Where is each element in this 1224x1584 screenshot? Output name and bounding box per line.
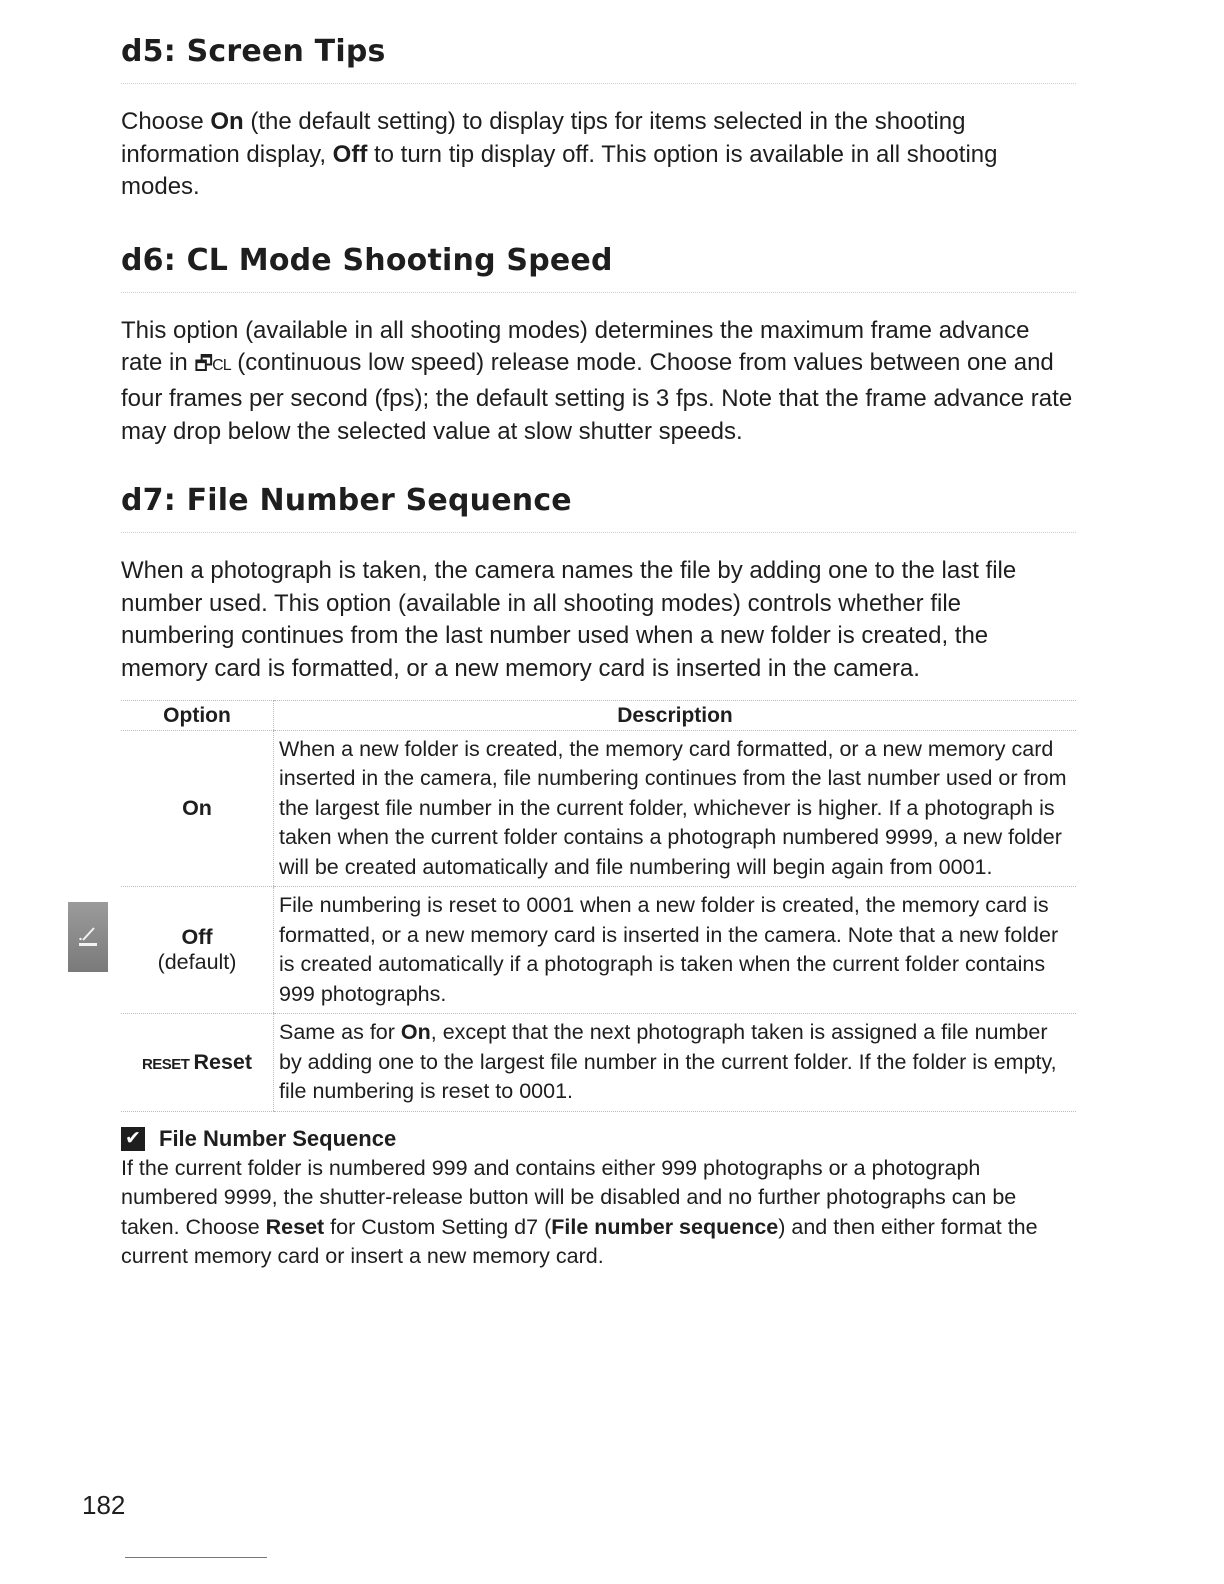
table-row-off — [121, 887, 1076, 1014]
bold-term: File number sequence — [551, 1214, 779, 1239]
bold-term: On — [400, 1020, 431, 1045]
description-column-header: Description — [274, 700, 1077, 730]
bold-term: Reset — [265, 1214, 325, 1239]
note-title-text: File Number Sequence — [159, 1125, 397, 1151]
table-row-reset — [121, 1014, 1076, 1112]
d7-heading-rule — [121, 532, 1076, 533]
text-run: ) and then either format the current memory card or insert a new memory card. — [121, 1214, 1038, 1269]
page-number: 182 — [82, 1490, 126, 1520]
option-cell-off — [121, 887, 274, 1014]
bold-term: On — [210, 108, 244, 135]
d7-body: When a photograph is taken, the camera names the file by adding one to the last file number used. This option (available in all shooting modes) controls whether file numbering continues from the last number used when a new folder is created, the memory card is formatted, or a new memory card is inserted in the camera. — [121, 557, 1017, 682]
text-run: , except that the next photograph taken is assigned a file number by adding one to the largest file number in the current folder. If the folder is empty, file numbering is reset to 0001. — [279, 1020, 1057, 1104]
text-run: Same as for — [279, 1020, 401, 1045]
option-on-label: On — [182, 795, 212, 820]
continuous-low-release-icon: 🗗CL — [194, 353, 231, 376]
caution-note — [121, 1126, 1076, 1272]
description-cell-reset — [274, 1014, 1077, 1112]
pencil-icon — [78, 924, 98, 948]
d5-heading-rule — [121, 83, 1076, 84]
table-header-row — [121, 700, 1076, 730]
continuous-low-label: CL — [212, 357, 231, 375]
caution-check-icon: ✔ — [121, 1127, 145, 1151]
text-run: Choose — [121, 108, 211, 135]
d6-body — [121, 315, 1076, 448]
description-cell-on: When a new folder is created, the memory card formatted, or a new memory card inserted in the camera, file numbering continues from the last number used or from the largest file number in the current folder, whichever is higher. If a photograph is taken when the current folder contains a photograph numbered 9999, a new folder will be created automatically and file numbering will begin again from 0001. — [274, 730, 1077, 887]
text-run: If the current folder is numbered 999 and contains either 999 photographs or a photograph numbered 9999, the shutter-release button will be disabled and no further photographs can be taken. Choose — [121, 1155, 1017, 1239]
footer-rule — [125, 1557, 267, 1558]
option-reset-label: Reset — [193, 1049, 253, 1074]
d5-heading: d5: Screen Tips — [121, 34, 386, 69]
page-content — [121, 34, 1076, 1272]
d7-heading: d7: File Number Sequence — [121, 483, 572, 519]
table-row-on — [121, 730, 1076, 887]
bold-term: Off — [332, 140, 368, 168]
option-off-default-label: (default) — [157, 950, 237, 975]
d6-text-after-icon: (continuous low speed) release mode. Choose from values between one and four frames per second (fps); the default setting is 3 fps. Note that the frame advance rate may drop below the selected value at slow shutter speeds. — [121, 349, 1073, 445]
note-body — [121, 1154, 1076, 1272]
d6-text-before-icon: This option (available in all shooting modes) determines the maximum frame advance rate in — [121, 316, 1030, 377]
d6-heading-rule — [121, 292, 1076, 293]
d6-heading: d6: CL Mode Shooting Speed — [121, 242, 613, 278]
option-cell-on — [121, 730, 274, 887]
description-cell-off: File numbering is reset to 0001 when a new folder is created, the memory card is formatted, or a new memory card is inserted in the camera. Note that a new folder is created automatically if a photograph is taken when the current folder contains 999 photographs. — [274, 887, 1077, 1014]
reset-icon: RESET — [141, 1055, 190, 1073]
note-title — [121, 1126, 1076, 1152]
option-off-label: Off — [181, 925, 213, 950]
text-run: (the default setting) to display tips for items selected in the shooting information display, — [121, 108, 966, 168]
d5-body — [121, 106, 1076, 204]
options-table — [121, 700, 1076, 1112]
option-column-header: Option — [121, 700, 274, 730]
text-run: to turn tip display off. This option is available in all shooting modes. — [121, 140, 998, 201]
text-run: for Custom Setting d7 ( — [324, 1214, 552, 1239]
option-cell-reset — [121, 1014, 274, 1112]
custom-settings-tab — [68, 902, 108, 972]
